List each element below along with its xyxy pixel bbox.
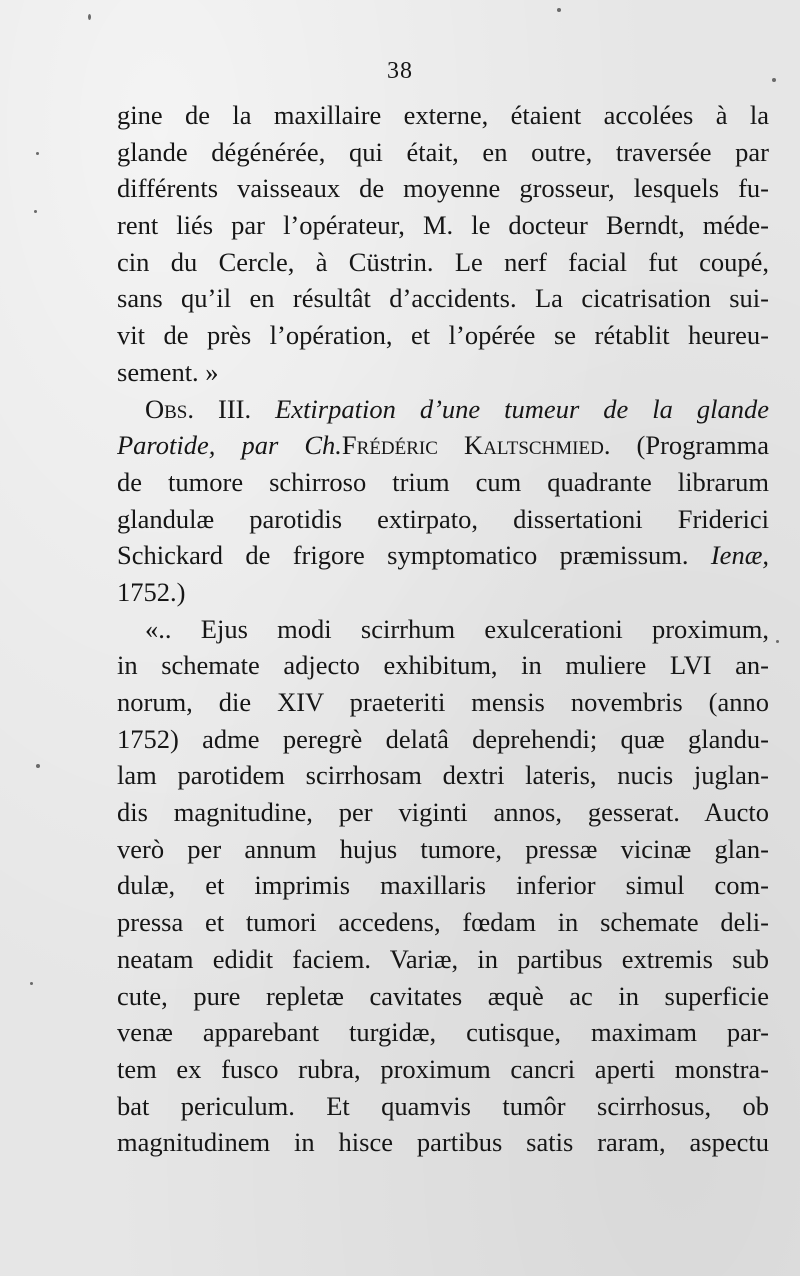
text-line: différents vaisseaux de moyenne grosseur, lesquels fu- [117, 173, 769, 204]
text-line: norum, die XIV praeteriti mensis novembris (anno [117, 687, 769, 717]
observation-label: Obs. III. [145, 393, 252, 424]
observation-title-continued: Parotide, par [117, 430, 279, 461]
body-text [117, 97, 769, 1161]
text-line: verò per annum hujus tumore, pressæ vicinæ glan- [117, 833, 769, 864]
text-line: glandulæ parotidis extirpato, dissertationi Friderici [117, 503, 769, 534]
author-initial: Ch. [304, 430, 342, 461]
text-line: venæ apparebant turgidæ, cutisque, maximam par- [117, 1017, 769, 1048]
observation-author-line [117, 427, 769, 464]
print-speck [36, 152, 39, 155]
quote-start-line: «.. Ejus modi scirrhum exulcerationi proximum, [145, 613, 769, 644]
source-open: (Programma [636, 430, 769, 461]
source-place: Ienæ, [710, 540, 769, 571]
text-line: vit de près l’opération, et l’opérée se rétablit heureu- [117, 320, 769, 351]
text-line: sans qu’il en résultât d’accidents. La cicatrisation sui- [117, 283, 769, 314]
text-line: in schemate adjecto exhibitum, in muliere LVI an- [117, 650, 769, 681]
text-line: 1752.) [117, 576, 186, 607]
page-number: 38 [387, 58, 413, 84]
text-line: tem ex fusco rubra, proximum cancri aperti monstra- [117, 1053, 769, 1084]
text-line: 1752) adme peregrè delatâ deprehendi; quæ glandu- [117, 723, 769, 754]
print-speck [557, 8, 561, 12]
text-line: pressa et tumori accedens, fœdam in schemate deli- [117, 907, 769, 938]
text-line: dis magnitudine, per viginti annos, gesserat. Aucto [117, 797, 769, 828]
text-line: rent liés par l’opérateur, M. le docteur Berndt, méde- [117, 210, 769, 241]
source-text: Schickard de frigore symptomatico præmissum. [117, 540, 689, 571]
text-line: glande dégénérée, qui était, en outre, traversée par [117, 136, 769, 167]
text-line: magnitudinem in hisce partibus satis raram, aspectu [117, 1127, 769, 1158]
source-line [117, 537, 769, 574]
print-speck [36, 764, 40, 768]
text-line: dulæ, et imprimis maxillaris inferior simul com- [117, 870, 769, 901]
text-line: sement. » [117, 356, 219, 387]
print-speck [34, 210, 37, 213]
text-line: neatam edidit faciem. Variæ, in partibus extremis sub [117, 943, 769, 974]
print-speck [30, 982, 33, 985]
text-line: lam parotidem scirrhosam dextri lateris, nucis juglan- [117, 760, 769, 791]
print-speck [776, 640, 779, 643]
text-line: cute, pure repletæ cavitates æquè ac in superficie [117, 980, 769, 1011]
print-speck [88, 14, 91, 20]
text-line: cin du Cercle, à Cüstrin. Le nerf facial fut coupé, [117, 246, 769, 277]
text-line: gine de la maxillaire externe, étaient accolées à la [117, 100, 769, 130]
observation-title: Extirpation d’une tumeur de la glande [275, 393, 769, 424]
author-name: Frédéric Kaltschmied. [341, 430, 611, 461]
text-line: de tumore schirroso trium cum quadrante librarum [117, 466, 769, 497]
text-line: bat periculum. Et quamvis tumôr scirrhosus, ob [117, 1090, 769, 1121]
observation-heading-line [117, 391, 769, 428]
